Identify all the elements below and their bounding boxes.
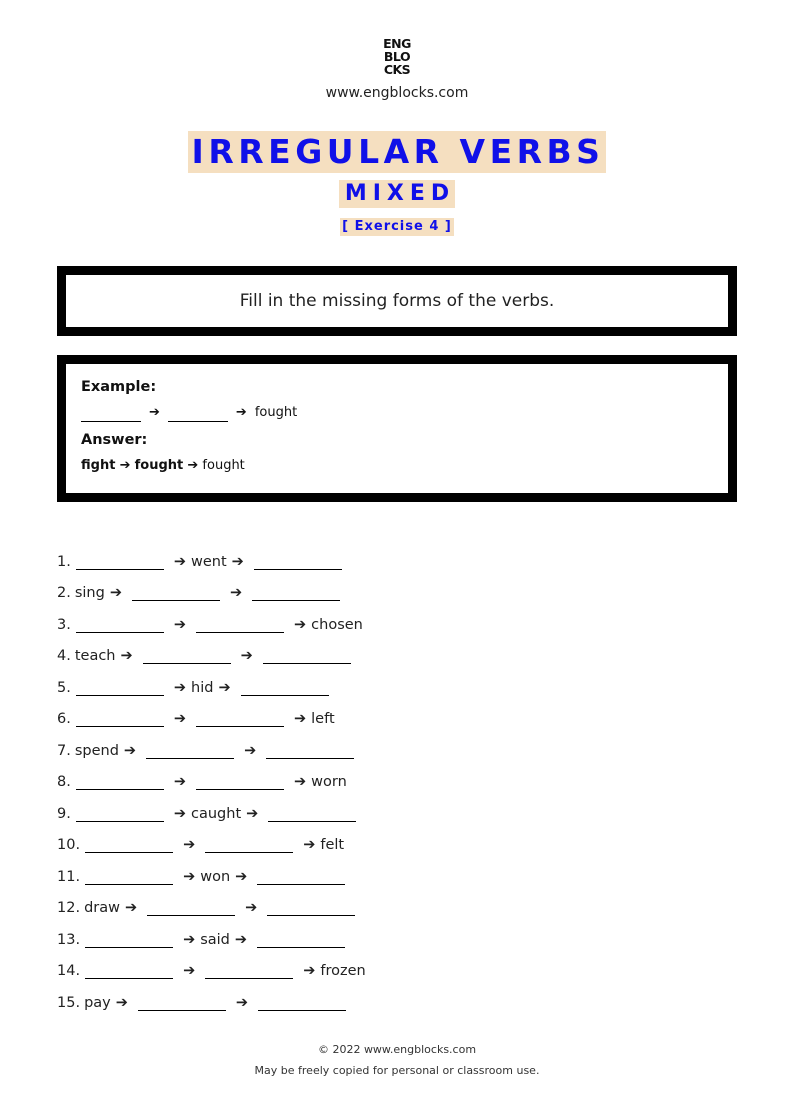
item-participle-blank[interactable] <box>241 678 329 696</box>
arrow-icon: ➔ <box>231 553 244 570</box>
item-base-blank[interactable] <box>85 867 173 885</box>
answer-participle: fought <box>202 458 245 473</box>
item-participle-blank[interactable] <box>257 930 345 948</box>
logo-line-1: ENG <box>383 36 411 51</box>
exercise-container <box>0 215 794 236</box>
example-blank-past <box>168 407 228 422</box>
page-subtitle: MIXED <box>339 180 455 208</box>
item-past-blank[interactable] <box>143 646 231 664</box>
item-number: 8. <box>57 774 71 790</box>
item-past: won <box>200 868 231 885</box>
arrow-icon: ➔ <box>183 931 196 948</box>
arrow-icon: ➔ <box>294 774 307 790</box>
arrow-icon: ➔ <box>246 805 259 822</box>
exercise-item <box>57 950 657 982</box>
answer-line <box>81 457 713 475</box>
exercise-item <box>57 918 657 950</box>
arrow-icon: ➔ <box>120 648 133 664</box>
arrow-icon: ➔ <box>173 679 186 696</box>
example-given: fought <box>254 405 298 420</box>
item-base-blank[interactable] <box>76 678 164 696</box>
item-number: 11. <box>57 868 81 885</box>
item-number: 4. <box>57 648 71 664</box>
item-number: 1. <box>57 553 71 570</box>
item-number: 12. <box>57 900 81 916</box>
item-base-blank[interactable] <box>76 615 164 633</box>
exercise-item <box>57 981 657 1013</box>
arrow-icon: ➔ <box>235 868 248 885</box>
item-number: 10. <box>57 837 81 853</box>
item-participle: worn <box>311 774 347 790</box>
arrow-icon: ➔ <box>119 458 131 473</box>
item-participle: left <box>311 711 335 727</box>
item-past-blank[interactable] <box>147 898 235 916</box>
exercise-item <box>57 824 657 856</box>
footer-license: May be freely copied for personal or classroom use. <box>254 1064 540 1077</box>
page-title: IRREGULAR VERBS <box>188 131 607 173</box>
logo-line-2: BLO <box>383 49 411 64</box>
arrow-icon: ➔ <box>235 405 247 420</box>
arrow-icon: ➔ <box>303 963 316 979</box>
item-past-blank[interactable] <box>132 583 220 601</box>
exercise-item <box>57 603 657 635</box>
arrow-icon: ➔ <box>173 711 186 727</box>
item-base: pay <box>84 994 111 1011</box>
item-past-blank[interactable] <box>196 772 284 790</box>
arrow-icon: ➔ <box>303 837 316 853</box>
exercise-item <box>57 635 657 667</box>
item-past-blank[interactable] <box>146 741 234 759</box>
exercise-item <box>57 855 657 887</box>
item-base: teach <box>74 648 116 664</box>
arrow-icon: ➔ <box>183 837 196 853</box>
arrow-icon: ➔ <box>294 711 307 727</box>
answer-past: fought <box>134 458 184 473</box>
item-base: spend <box>74 742 119 759</box>
arrow-icon: ➔ <box>173 616 186 633</box>
footer-copyright: © 2022 www.engblocks.com <box>317 1043 477 1056</box>
title-container <box>0 131 794 173</box>
instruction-text: Fill in the missing forms of the verbs. <box>239 291 555 311</box>
item-past-blank[interactable] <box>205 835 293 853</box>
instruction-box <box>57 266 737 336</box>
item-number: 14. <box>57 963 81 979</box>
arrow-icon: ➔ <box>234 931 248 948</box>
engblocks-logo <box>0 37 794 76</box>
item-past-blank[interactable] <box>138 993 226 1011</box>
item-number: 9. <box>57 805 71 822</box>
item-past: went <box>191 553 227 570</box>
arrow-icon: ➔ <box>218 679 231 696</box>
item-base-blank[interactable] <box>85 835 173 853</box>
arrow-icon: ➔ <box>173 553 186 570</box>
exercise-list <box>57 540 657 1013</box>
arrow-icon: ➔ <box>245 900 258 916</box>
logo-line-3: CKS <box>383 62 411 77</box>
item-base: sing <box>74 585 105 601</box>
item-number: 6. <box>57 711 71 727</box>
arrow-icon: ➔ <box>240 648 253 664</box>
exercise-item <box>57 792 657 824</box>
site-url[interactable]: www.engblocks.com <box>325 85 469 101</box>
arrow-icon: ➔ <box>244 742 257 759</box>
item-base: draw <box>84 900 120 916</box>
item-participle-blank[interactable] <box>252 583 340 601</box>
item-number: 13. <box>57 931 81 948</box>
exercise-item <box>57 572 657 604</box>
item-participle-blank[interactable] <box>254 552 342 570</box>
exercise-item <box>57 666 657 698</box>
item-base-blank[interactable] <box>76 552 164 570</box>
item-number: 15. <box>57 994 81 1011</box>
item-number: 5. <box>57 679 71 696</box>
item-participle: felt <box>320 837 345 853</box>
subtitle-container <box>0 180 794 208</box>
item-base-blank[interactable] <box>85 930 173 948</box>
arrow-icon: ➔ <box>149 405 160 420</box>
arrow-icon: ➔ <box>229 585 243 601</box>
item-base-blank[interactable] <box>76 709 164 727</box>
exercise-item <box>57 698 657 730</box>
answer-heading: Answer: <box>81 432 148 448</box>
item-past: said <box>200 931 230 948</box>
arrow-icon: ➔ <box>173 774 186 790</box>
arrow-icon: ➔ <box>173 805 186 822</box>
item-number: 2. <box>57 585 71 601</box>
item-number: 3. <box>57 616 71 633</box>
arrow-icon: ➔ <box>235 994 249 1011</box>
arrow-icon: ➔ <box>124 900 138 916</box>
arrow-icon: ➔ <box>109 585 122 601</box>
item-past: hid <box>191 679 214 696</box>
example-blank-base <box>81 407 141 422</box>
item-past-blank[interactable] <box>196 615 284 633</box>
exercise-item <box>57 729 657 761</box>
item-participle: chosen <box>311 616 363 633</box>
arrow-icon: ➔ <box>183 963 196 979</box>
item-base-blank[interactable] <box>76 804 164 822</box>
exercise-item <box>57 887 657 919</box>
example-line <box>81 404 713 422</box>
exercise-item <box>57 540 657 572</box>
item-base-blank[interactable] <box>76 772 164 790</box>
arrow-icon: ➔ <box>294 616 307 633</box>
item-participle-blank[interactable] <box>258 993 346 1011</box>
exercise-item <box>57 761 657 793</box>
arrow-icon: ➔ <box>115 994 128 1011</box>
item-past: caught <box>191 805 242 822</box>
arrow-icon: ➔ <box>187 458 199 473</box>
item-participle-blank[interactable] <box>268 804 356 822</box>
item-participle-blank[interactable] <box>266 741 354 759</box>
item-number: 7. <box>57 742 71 759</box>
arrow-icon: ➔ <box>123 742 137 759</box>
answer-base: fight <box>81 458 116 473</box>
exercise-label: [ Exercise 4 ] <box>342 219 452 234</box>
arrow-icon: ➔ <box>183 868 196 885</box>
example-heading: Example: <box>81 379 157 395</box>
item-past-blank[interactable] <box>205 961 293 979</box>
item-participle-blank[interactable] <box>267 898 355 916</box>
item-base-blank[interactable] <box>85 961 173 979</box>
item-participle: frozen <box>320 963 366 979</box>
item-participle-blank[interactable] <box>257 867 345 885</box>
item-participle-blank[interactable] <box>263 646 351 664</box>
item-past-blank[interactable] <box>196 709 284 727</box>
example-box <box>57 355 737 502</box>
